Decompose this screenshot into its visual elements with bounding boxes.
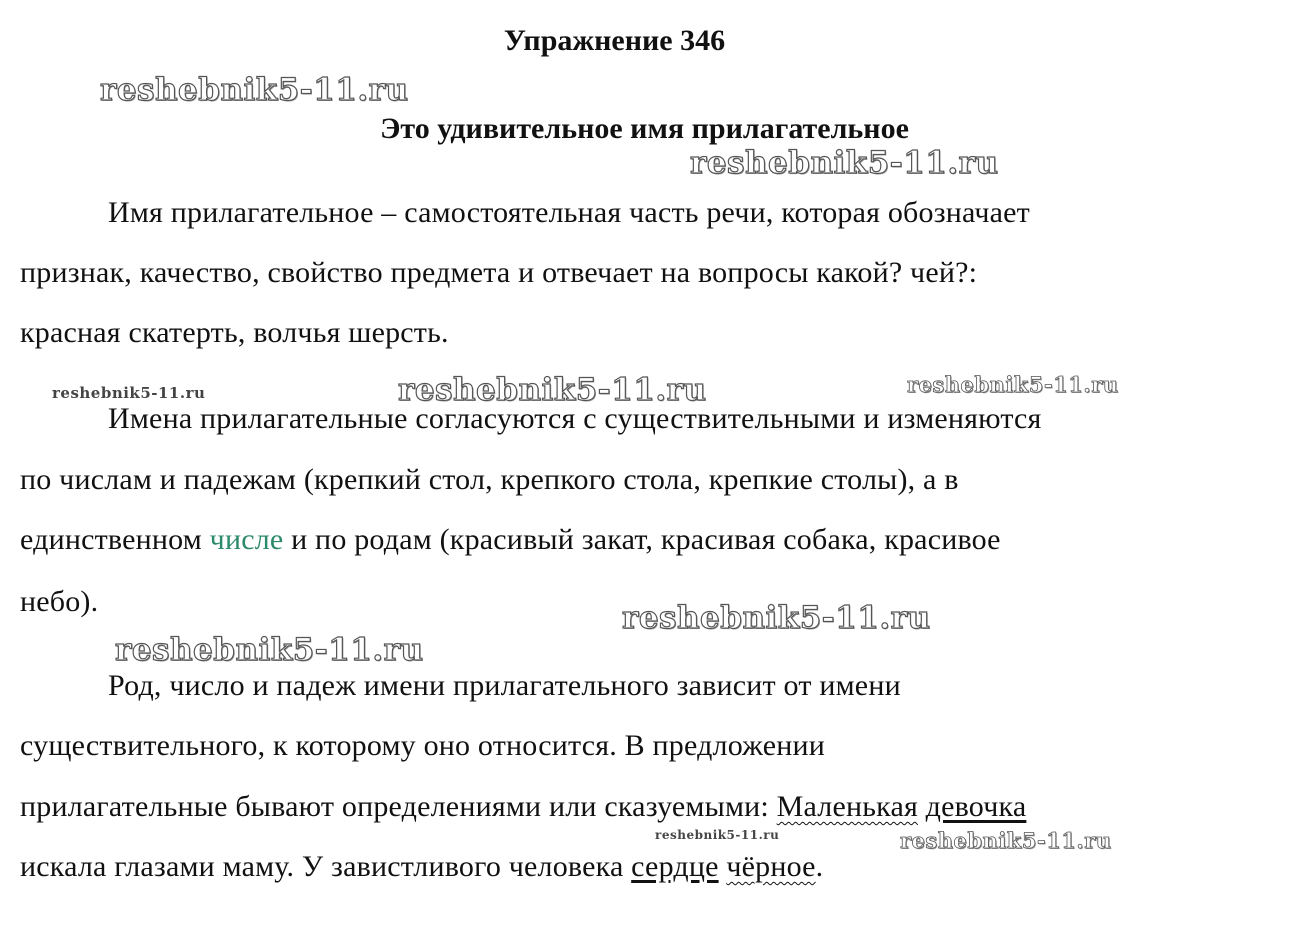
watermark: reshebnik5-11.ru bbox=[115, 632, 424, 668]
watermark: reshebnik5-11.ru bbox=[907, 372, 1119, 397]
text-line: Имя прилагательное – самостоятельная часть речи, которая обозначает bbox=[108, 196, 1030, 229]
wavy-underlined-word: чёрное bbox=[726, 850, 816, 883]
watermark: reshebnik5-11.ru bbox=[52, 384, 206, 402]
text-line: признак, качество, свойство предмета и отвечает на вопросы какой? чей?: bbox=[20, 256, 978, 289]
exercise-subtitle: Это удивительное имя прилагательное bbox=[380, 112, 909, 145]
watermark: reshebnik5-11.ru bbox=[622, 600, 931, 636]
highlighted-word: числе bbox=[209, 523, 284, 556]
watermark: reshebnik5-11.ru bbox=[690, 145, 999, 181]
text-line: существительного, к которому оно относится. В предложении bbox=[20, 729, 825, 762]
text-fragment bbox=[918, 790, 926, 823]
text-line bbox=[20, 850, 823, 884]
text-line: небо). bbox=[20, 585, 99, 618]
underlined-word: сердце bbox=[631, 850, 719, 883]
text-fragment: и по родам (красивый закат, красивая собака, красивое bbox=[283, 523, 1001, 556]
text-fragment: искала глазами маму. У завистливого человека bbox=[20, 850, 632, 883]
text-line bbox=[20, 790, 1026, 824]
text-fragment: единственном bbox=[20, 523, 210, 556]
watermark: reshebnik5-11.ru bbox=[398, 372, 707, 408]
text-line: красная скатерть, волчья шерсть. bbox=[20, 316, 449, 349]
text-line bbox=[20, 523, 1001, 557]
watermark: reshebnik5-11.ru bbox=[100, 72, 409, 108]
exercise-title: Упражнение 346 bbox=[503, 24, 726, 57]
text-line: Род, число и падеж имени прилагательного зависит от имени bbox=[108, 669, 901, 702]
underlined-word: девочка bbox=[925, 790, 1027, 823]
wavy-underlined-word: Маленькая bbox=[776, 790, 918, 823]
text-fragment: . bbox=[815, 850, 824, 883]
watermark: reshebnik5-11.ru bbox=[655, 828, 780, 842]
text-line: Имена прилагательные согласуются с существительными и изменяются bbox=[108, 402, 1042, 435]
text-line: по числам и падежам (крепкий стол, крепкого стола, крепкие столы), а в bbox=[20, 463, 959, 496]
text-fragment: прилагательные бывают определениями или сказуемыми: bbox=[20, 790, 777, 823]
watermark: reshebnik5-11.ru bbox=[900, 828, 1112, 853]
